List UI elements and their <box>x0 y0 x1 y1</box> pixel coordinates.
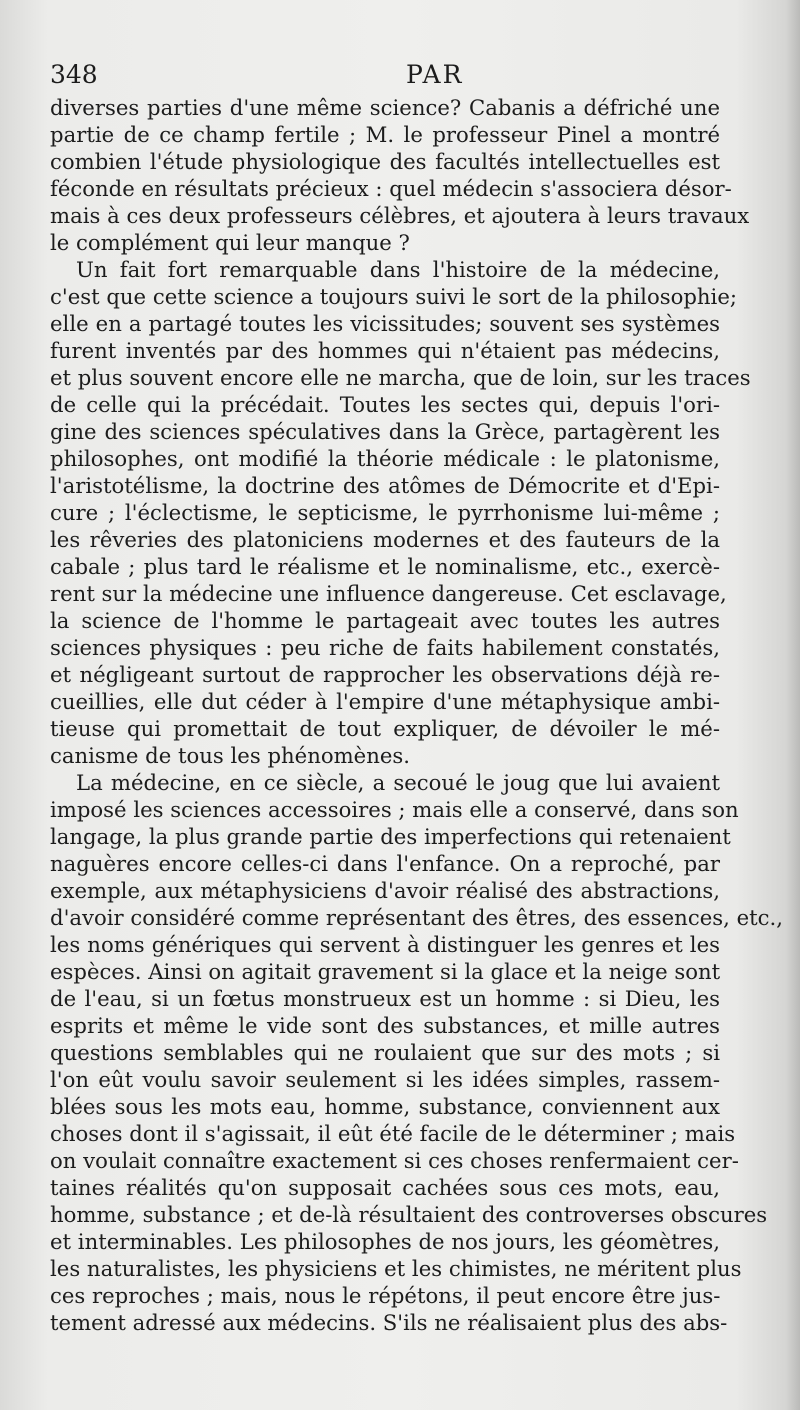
text-line: les noms génériques qui servent à distinguer les genres et les <box>50 932 720 957</box>
text-line: et interminables. Les philosophes de nos jours, les géomètres, <box>50 1229 720 1254</box>
text-line: c'est que cette science a toujours suivi le sort de la philosophie; <box>50 284 737 309</box>
text-line: gine des sciences spéculatives dans la Grèce, partagèrent les <box>50 419 720 444</box>
text-line: la science de l'homme le partageait avec toutes les autres <box>50 608 720 633</box>
text-line: langage, la plus grande partie des imperfections qui retenaient <box>50 824 731 849</box>
text-line: furent inventés par des hommes qui n'étaient pas médecins, <box>50 338 720 363</box>
text-line: homme, substance ; et de-là résultaient des controverses obscures <box>50 1202 768 1227</box>
text-line: partie de ce champ fertile ; M. le professeur Pinel a montré <box>50 122 720 147</box>
text-line: de l'eau, si un fœtus monstrueux est un homme : si Dieu, les <box>50 986 720 1011</box>
text-line: les naturalistes, les physiciens et les chimistes, ne méritent plus <box>50 1256 742 1281</box>
text-line: naguères encore celles-ci dans l'enfance. On a reproché, par <box>50 851 720 876</box>
text-line: Un fait fort remarquable dans l'histoire de la médecine, <box>76 257 720 282</box>
text-line: l'on eût voulu savoir seulement si les idées simples, rassem- <box>50 1067 720 1092</box>
page-number: 348 <box>50 60 98 89</box>
text-line: imposé les sciences accessoires ; mais elle a conservé, dans son <box>50 797 739 822</box>
body-text <box>50 94 783 1336</box>
text-line: elle en a partagé toutes les vicissitudes; souvent ses systèmes <box>50 311 720 336</box>
text-line: questions semblables qui ne roulaient que sur des mots ; si <box>50 1040 720 1065</box>
text-line: canisme de tous les phénomènes. <box>50 743 411 768</box>
text-line: tement adressé aux médecins. S'ils ne réalisaient plus des abs- <box>50 1310 728 1335</box>
text-line: ces reproches ; mais, nous le répétons, il peut encore être jus- <box>50 1283 721 1308</box>
text-line: esprits et même le vide sont des substances, et mille autres <box>50 1013 720 1038</box>
page-header <box>50 58 710 92</box>
text-line: blées sous les mots eau, homme, substance, conviennent aux <box>50 1094 720 1119</box>
text-line: sciences physiques : peu riche de faits habilement constatés, <box>50 635 720 660</box>
text-line: cabale ; plus tard le réalisme et le nominalisme, etc., exercè- <box>50 554 720 579</box>
text-line: féconde en résultats précieux : quel médecin s'associera désor- <box>50 176 732 201</box>
text-line: d'avoir considéré comme représentant des êtres, des essences, etc., <box>50 905 783 930</box>
text-line: espèces. Ainsi on agitait gravement si la glace et la neige sont <box>50 959 721 984</box>
running-head: PAR <box>406 60 464 89</box>
text-line: philosophes, ont modifié la théorie médicale : le platonisme, <box>50 446 720 471</box>
text-line: taines réalités qu'on supposait cachées sous ces mots, eau, <box>50 1175 720 1200</box>
text-line: et négligeant surtout de rapprocher les observations déjà re- <box>50 662 720 687</box>
text-line: choses dont il s'agissait, il eût été facile de le déterminer ; mais <box>50 1121 736 1146</box>
page-edge-shadow <box>786 0 800 1410</box>
text-line: de celle qui la précédait. Toutes les sectes qui, depuis l'ori- <box>50 392 720 417</box>
text-line: mais à ces deux professeurs célèbres, et ajoutera à leurs travaux <box>50 203 750 228</box>
text-line: on voulait connaître exactement si ces choses renfermaient cer- <box>50 1148 739 1173</box>
text-line: les rêveries des platoniciens modernes et des fauteurs de la <box>50 527 720 552</box>
text-line: et plus souvent encore elle ne marcha, que de loin, sur les traces <box>50 365 751 390</box>
text-line: cure ; l'éclectisme, le septicisme, le pyrrhonisme lui-même ; <box>50 500 720 525</box>
text-line: tieuse qui promettait de tout expliquer, de dévoiler le mé- <box>50 716 720 741</box>
text-line: le complément qui leur manque ? <box>50 230 410 255</box>
text-line: cueillies, elle dut céder à l'empire d'une métaphysique ambi- <box>50 689 720 714</box>
text-line: La médecine, en ce siècle, a secoué le joug que lui avaient <box>76 770 720 795</box>
text-line: combien l'étude physiologique des facultés intellectuelles est <box>50 149 720 174</box>
text-line: diverses parties d'une même science? Cabanis a défriché une <box>50 95 720 120</box>
text-line: l'aristotélisme, la doctrine des atômes de Démocrite et d'Epi- <box>50 473 720 498</box>
text-line: exemple, aux métaphysiciens d'avoir réalisé des abstractions, <box>50 878 720 903</box>
text-line: rent sur la médecine une influence dangereuse. Cet esclavage, <box>50 581 727 606</box>
